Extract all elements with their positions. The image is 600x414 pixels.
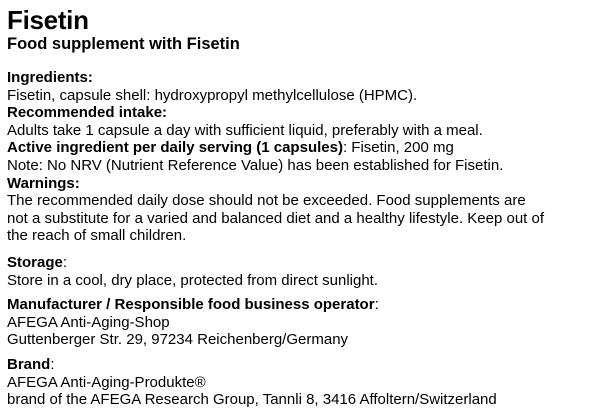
details-section [7, 69, 594, 245]
brand-heading: Brand [7, 355, 51, 373]
active-ingredient-label: Active ingredient per daily serving (1 capsules) [7, 139, 343, 157]
brand-name: AFEGA Anti-Aging-Produkte® [7, 373, 206, 391]
manufacturer-name: AFEGA Anti-Aging-Shop [7, 313, 170, 331]
storage-section [7, 254, 594, 289]
brand-detail: brand of the AFEGA Research Group, Tannli 8, 3416 Affoltern/Switzerland [7, 391, 497, 409]
active-ingredient-value: : Fisetin, 200 mg [342, 139, 454, 157]
storage-heading-line [7, 254, 594, 272]
storage-heading: Storage [7, 253, 63, 271]
warnings-text-line: The recommended daily dose should not be exceeded. Food supplements are [7, 192, 526, 210]
product-title: Fisetin [7, 5, 89, 35]
brand-heading-colon: : [50, 355, 55, 373]
manufacturer-heading-colon: : [374, 296, 379, 314]
warnings-text-line: the reach of small children. [7, 227, 187, 245]
product-subtitle: Food supplement with Fisetin [7, 35, 240, 53]
nrv-note: Note: No NRV (Nutrient Reference Value) has been established for Fisetin. [7, 156, 504, 174]
ingredients-text: Fisetin, capsule shell: hydroxypropyl methylcellulose (HPMC). [7, 86, 418, 104]
warnings-text-line: not a substitute for a varied and balanced diet and a healthy lifestyle. Keep out of [7, 209, 545, 227]
manufacturer-heading: Manufacturer / Responsible food business operator [7, 296, 375, 314]
ingredients-heading: Ingredients: [7, 69, 93, 86]
recommended-intake-heading: Recommended intake: [7, 104, 168, 122]
brand-section [7, 356, 594, 409]
warnings-heading: Warnings: [7, 174, 80, 192]
manufacturer-address: Guttenberger Str. 29, 97234 Reichenberg/Germany [7, 331, 349, 349]
storage-heading-colon: : [62, 253, 68, 271]
brand-heading-line [7, 356, 594, 374]
storage-text: Store in a cool, dry place, protected from direct sunlight. [7, 271, 379, 289]
manufacturer-section [7, 296, 594, 349]
active-ingredient-line [7, 139, 594, 157]
manufacturer-heading-line [7, 296, 594, 314]
recommended-intake-text: Adults take 1 capsule a day with sufficient liquid, preferably with a meal. [7, 121, 483, 139]
